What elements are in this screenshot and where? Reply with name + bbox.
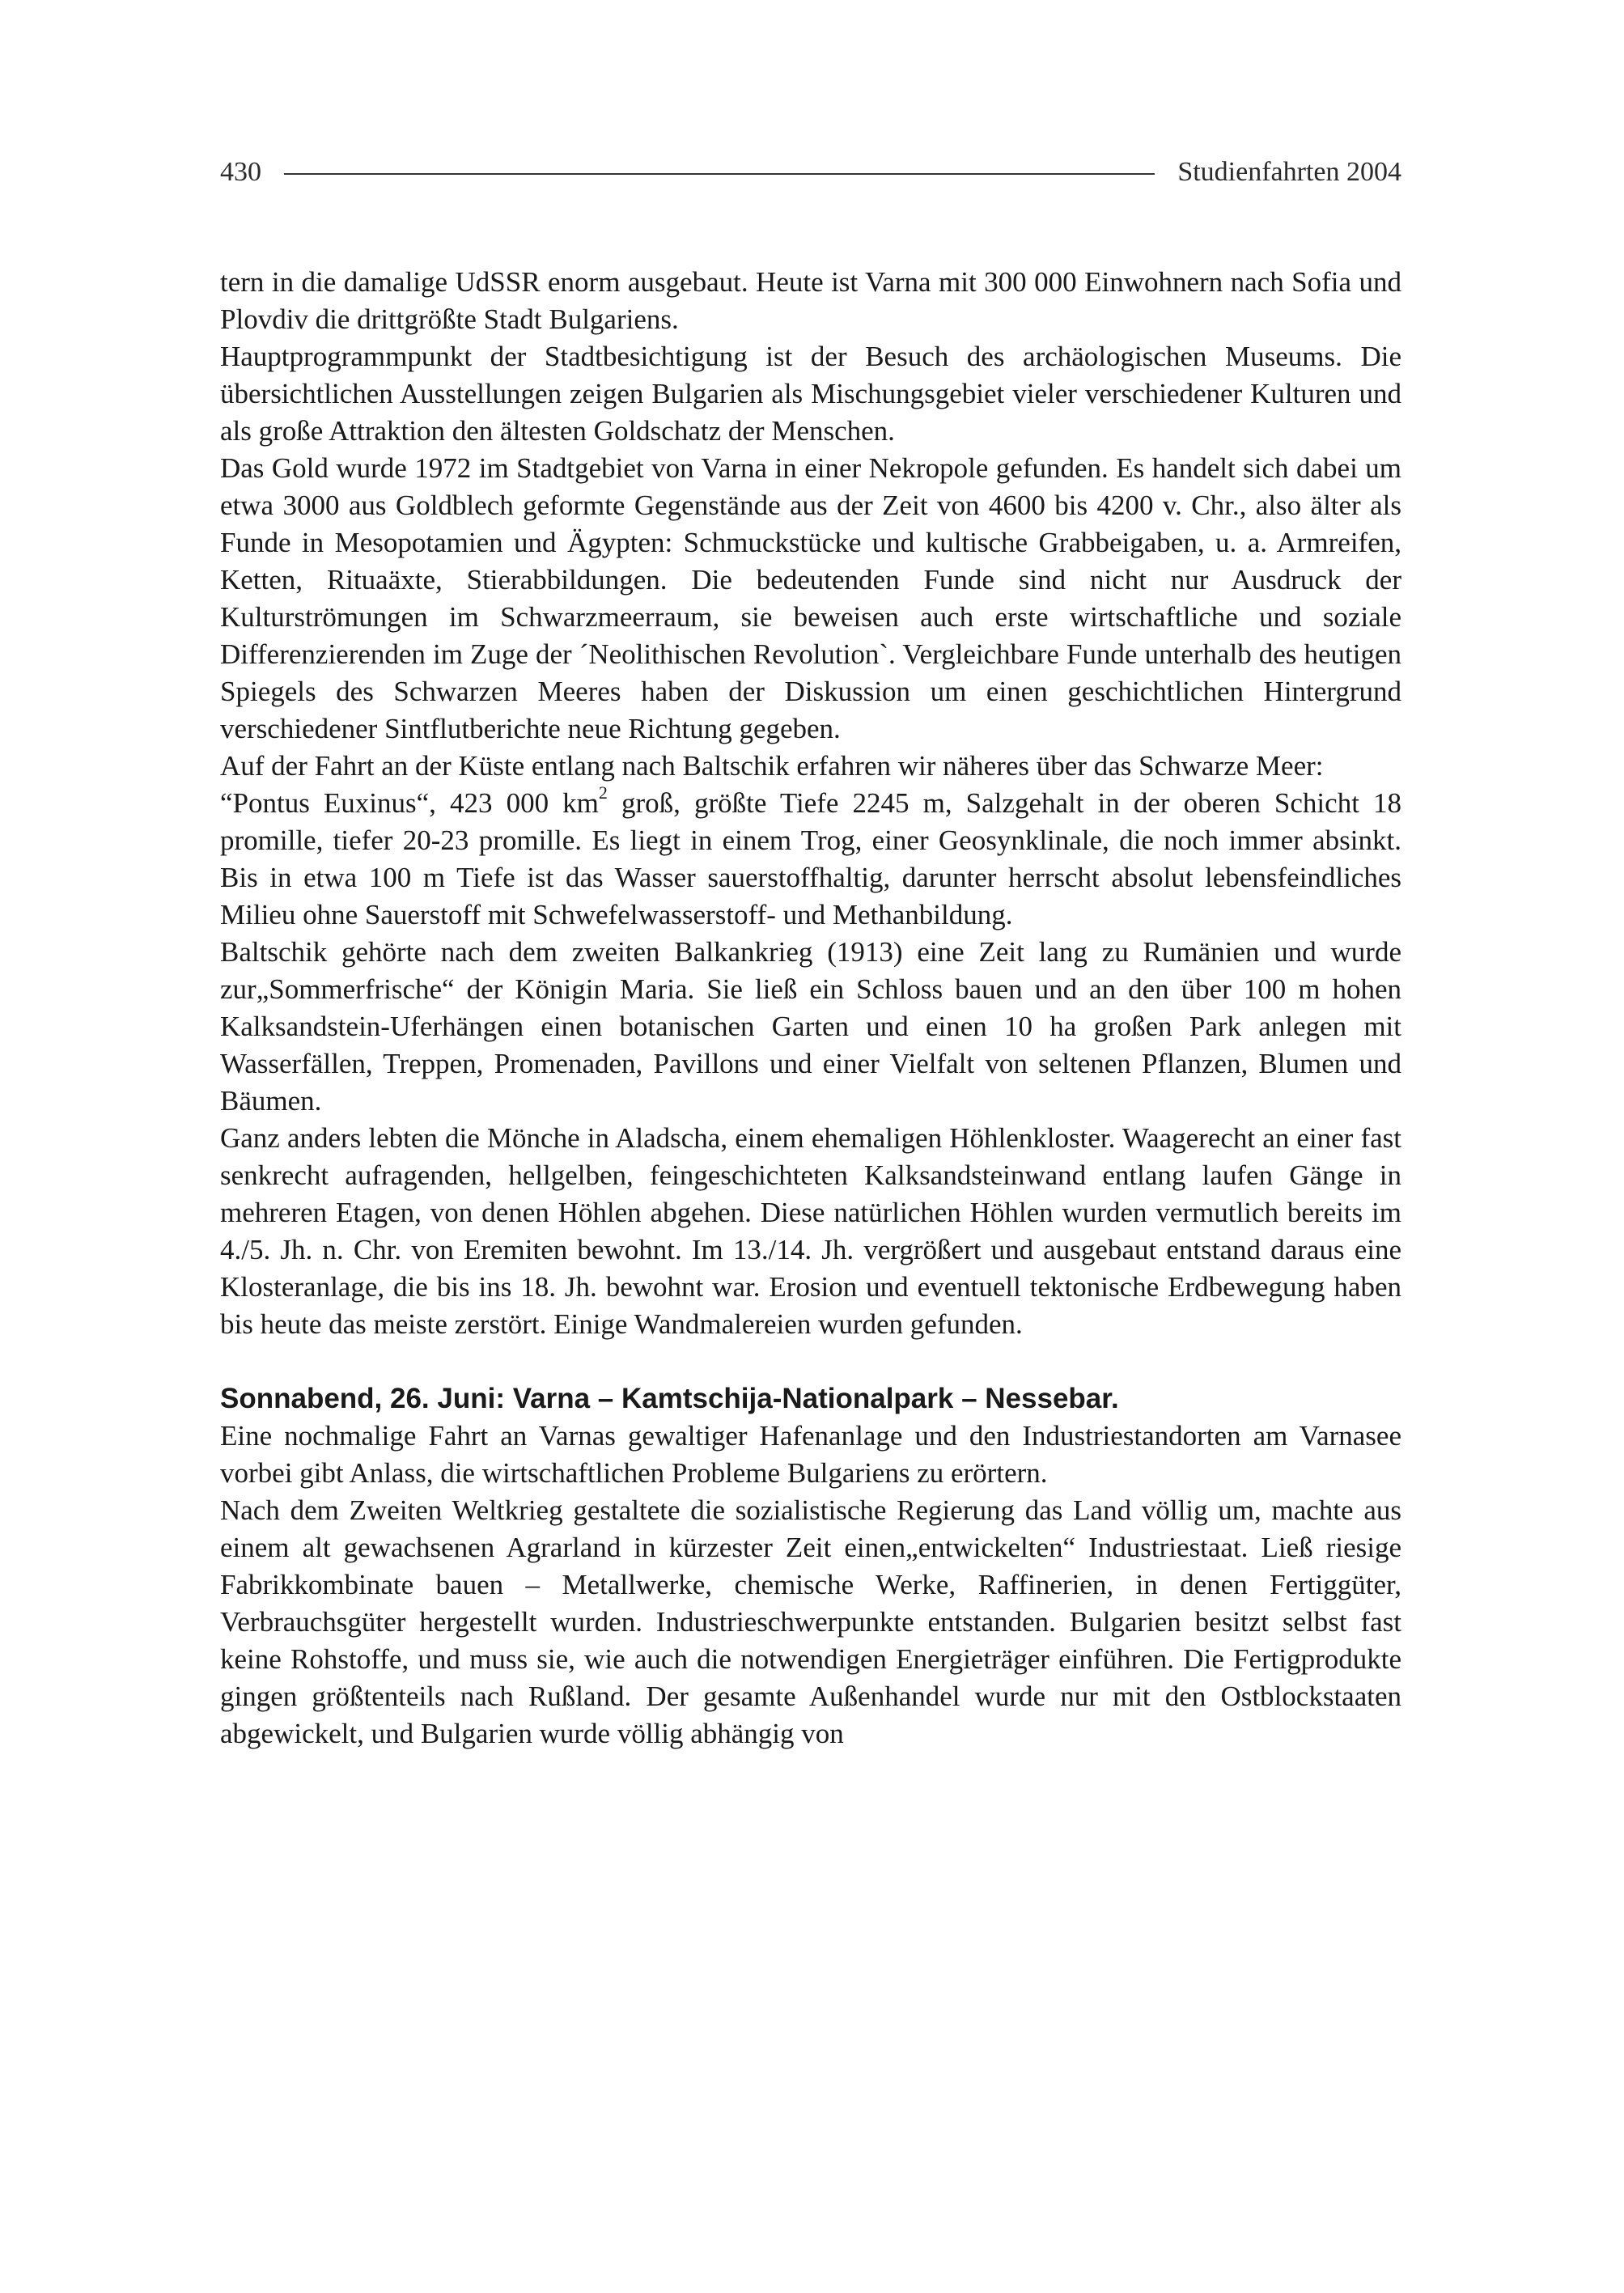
paragraph-2: Hauptprogrammpunkt der Stadtbesichtigung ist der Besuch des archäologischen Museums. Die übersichtlichen Ausstellungen zeigen Bulgarien als Mischungsgebiet vieler verschiedener Kulturen und als große Attraktion den ältesten Goldschatz der Menschen. bbox=[220, 341, 1401, 447]
paragraph-pontus bbox=[220, 782, 1401, 934]
pontus-text-start: “Pontus Euxinus“, 423 000 km bbox=[220, 787, 599, 819]
pontus-text-end: groß, größte Tiefe 2245 m, Salzgehalt in der oberen Schicht 18 promille, tiefer 20-23 promille. Es liegt in einem Trog, einer Geosynklinale, die noch immer absinkt. Bis in etwa 100 m Tiefe ist das Wasser sauerstoffhaltig, darunter herrscht absolut lebensfeindliches Milieu ohne Sauerstoff mit Schwefelwasserstoff- und Methanbildung. bbox=[220, 787, 1401, 930]
section-heading: Sonnabend, 26. Juni: Varna – Kamtschija-Nationalpark – Nessebar. bbox=[220, 1383, 1119, 1414]
paragraph-industrie: Nach dem Zweiten Weltkrieg gestaltete die sozialistische Regierung das Land völlig um, machte aus einem alt gewachsenen Agrarland in kürzester Zeit einen„entwickelten“ Industriestaat. Ließ riesige Fabrikkombinate bauen – Metallwerke, chemische Werke, Raffinerien, in denen Fertiggüter, Verbrauchsgüter hergestellt wurden. Industrieschwerpunkte entstanden. Bulgarien besitzt selbst fast keine Rohstoffe, und muss sie, wie auch die notwendigen Energieträger einführen. Die Fertigprodukte gingen größtenteils nach Rußland. Der gesamte Außenhandel wurde nur mit den Ostblockstaaten abgewickelt, und Bulgarien wurde völlig abhängig von bbox=[220, 1494, 1401, 1749]
document-page bbox=[220, 159, 1401, 1753]
paragraph-3: Das Gold wurde 1972 im Stadtgebiet von Varna in einer Nekropole gefunden. Es handelt sich dabei um etwa 3000 aus Goldblech geformte Gegenstände aus der Zeit von 4600 bis 4200 v. Chr., also älter als Funde in Mesopotamien und Ägypten: Schmuckstücke und kultische Grabbeigaben, u. a. Armreifen, Ketten, Rituaäxte, Stierabbildungen. Die bedeutenden Funde sind nicht nur Ausdruck der Kulturströmungen im Schwarzmeerraum, sie beweisen auch erste wirtschaftliche und soziale Differenzierenden im Zuge der ´Neolithischen Revolution`. Vergleichbare Funde unterhalb des heutigen Spiegels des Schwarzen Meeres haben der Diskussion um einen geschichtlichen Hintergrund verschiedener Sintflutberichte neue Richtung gegeben. bbox=[220, 452, 1401, 744]
paragraph-4: Auf der Fahrt an der Küste entlang nach Baltschik erfahren wir näheres über das Schwarze Meer: bbox=[220, 750, 1324, 782]
paragraph-hafen: Eine nochmalige Fahrt an Varnas gewaltiger Hafenanlage und den Industriestandorten am Varnasee vorbei gibt Anlass, die wirtschaftlichen Probleme Bulgariens zu erörtern. bbox=[220, 1420, 1401, 1489]
running-header bbox=[220, 159, 1401, 186]
paragraph-baltschik: Baltschik gehörte nach dem zweiten Balkankrieg (1913) eine Zeit lang zu Rumänien und wurde zur„Sommerfrische“ der Königin Maria. Sie ließ ein Schloss bauen und an den über 100 m hohen Kalksandstein-Uferhängen einen botanischen Garten und einen 10 ha großen Park anlegen mit Wasserfällen, Treppen, Promenaden, Pavillons und einer Vielfalt von seltenen Pflanzen, Blumen und Bäumen. bbox=[220, 936, 1401, 1117]
body-text bbox=[220, 264, 1401, 1753]
paragraph-1: tern in die damalige UdSSR enorm ausgebaut. Heute ist Varna mit 300 000 Einwohnern nach Sofia und Plovdiv die drittgrößte Stadt Bulgariens. bbox=[220, 266, 1401, 335]
paragraph-aladscha: Ganz anders lebten die Mönche in Aladscha, einem ehemaligen Höhlenkloster. Waagerecht an einer fast senkrecht aufragenden, hellgelben, feingeschichteten Kalksandsteinwand entlang laufen Gänge in mehreren Etagen, von denen Höhlen abgehen. Diese natürlichen Höhlen wurden vermutlich bereits im 4./5. Jh. n. Chr. von Eremiten bewohnt. Im 13./14. Jh. vergrößert und ausgebaut entstand daraus eine Klosteranlage, die bis ins 18. Jh. bewohnt war. Erosion und eventuell tektonische Erdbewegung haben bis heute das meiste zerstört. Einige Wandmalereien wurden gefunden. bbox=[220, 1122, 1401, 1340]
running-title: Studienfahrten 2004 bbox=[1177, 157, 1401, 187]
superscript-2: 2 bbox=[598, 782, 608, 803]
page-number: 430 bbox=[220, 157, 261, 187]
header-rule bbox=[284, 173, 1155, 175]
